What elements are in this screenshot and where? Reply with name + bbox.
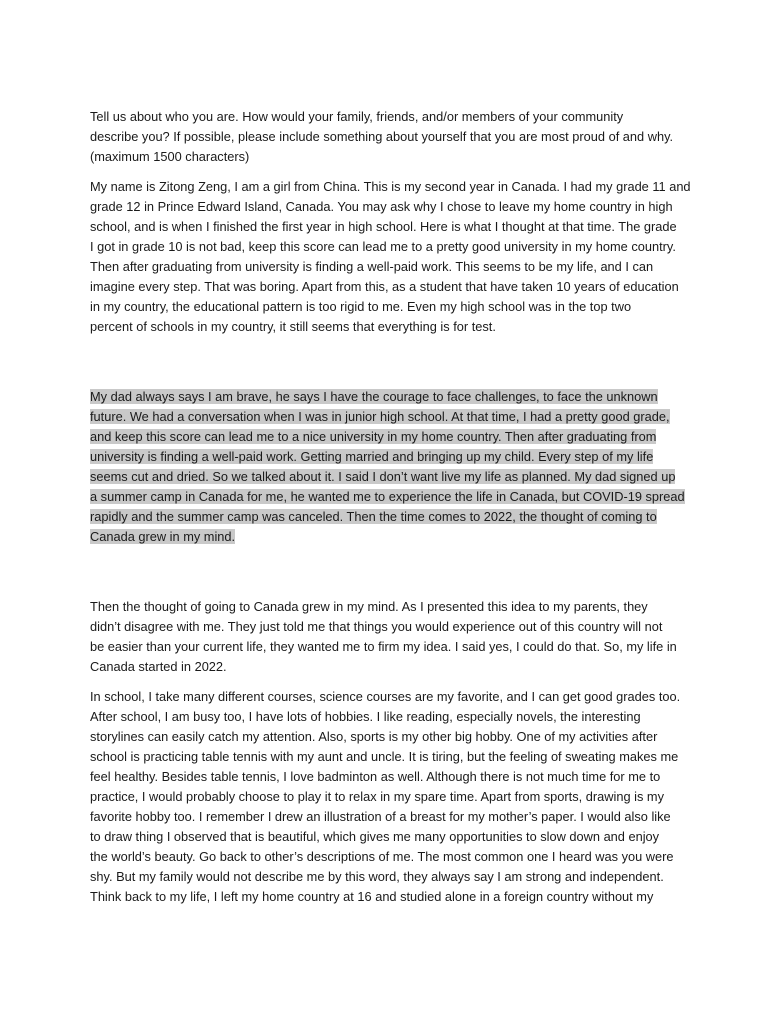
text-line: be easier than your current life, they wanted me to firm my idea. I said yes, I could do that. So, my life in — [90, 639, 677, 654]
highlighted-text-line: seems cut and dried. So we talked about it. I said I don’t want live my life as planned. My dad signed up — [90, 469, 676, 484]
paragraph-highlighted — [90, 387, 685, 547]
text-line: I got in grade 10 is not bad, keep this score can lead me to a pretty good university in my home country. — [90, 239, 676, 254]
text-line: Think back to my life, I left my home country at 16 and studied alone in a foreign country without my — [90, 889, 654, 904]
highlighted-text-line: university is finding a well-paid work. Getting married and bringing up my child. Every step of my life — [90, 449, 654, 464]
highlighted-text-line: rapidly and the summer camp was canceled. Then the time comes to 2022, the thought of coming to — [90, 509, 657, 524]
text-line: (maximum 1500 characters) — [90, 149, 250, 164]
highlighted-text-line: and keep this score can lead me to a nice university in my home country. Then after graduating from — [90, 429, 657, 444]
paragraph-hobbies — [90, 687, 681, 907]
text-line: In school, I take many different courses, science courses are my favorite, and I can get good grades too. — [90, 689, 681, 704]
text-line: in my country, the educational pattern is too rigid to me. Even my high school was in the top two — [90, 299, 632, 314]
text-line: practice, I would probably choose to play it to relax in my spare time. Apart from sports, drawing is my — [90, 789, 664, 804]
document-body — [90, 107, 691, 907]
text-line: Then the thought of going to Canada grew in my mind. As I presented this idea to my parents, they — [90, 599, 648, 614]
highlighted-text-line: Canada grew in my mind. — [90, 529, 236, 544]
text-line: didn’t disagree with me. They just told me that things you would experience out of this country will not — [90, 619, 663, 634]
text-line: percent of schools in my country, it still seems that everything is for test. — [90, 319, 496, 334]
text-line: Canada started in 2022. — [90, 659, 227, 674]
text-line: imagine every step. That was boring. Apart from this, as a student that have taken 10 years of education — [90, 279, 679, 294]
highlighted-text-line: My dad always says I am brave, he says I have the courage to face challenges, to face the unknown — [90, 389, 658, 404]
text-line: grade 12 in Prince Edward Island, Canada. You may ask why I chose to leave my home country in high — [90, 199, 673, 214]
paragraph-intro — [90, 177, 691, 337]
text-line: After school, I am busy too, I have lots of hobbies. I like reading, especially novels, the interesting — [90, 709, 641, 724]
text-line: school is practicing table tennis with my aunt and uncle. It is tiring, but the feeling of sweating makes me — [90, 749, 679, 764]
text-line: shy. But my family would not describe me by this word, they always say I am strong and independent. — [90, 869, 664, 884]
text-line: school, and is when I finished the first year in high school. Here is what I thought at that time. The grade — [90, 219, 677, 234]
paragraph-decision — [90, 597, 678, 677]
text-line: to draw thing I observed that is beautiful, which gives me many opportunities to slow down and enjoy — [90, 829, 660, 844]
highlighted-text-line: a summer camp in Canada for me, he wanted me to experience the life in Canada, but COVID-19 spread — [90, 489, 685, 504]
text-line: describe you? If possible, please include something about yourself that you are most proud of and why. — [90, 129, 674, 144]
text-line: Then after graduating from university is finding a well-paid work. This seems to be my life, and I can — [90, 259, 654, 274]
text-line: My name is Zitong Zeng, I am a girl from China. This is my second year in Canada. I had my grade 11 and — [90, 179, 691, 194]
prompt-paragraph — [90, 107, 678, 167]
text-line: favorite hobby too. I remember I drew an illustration of a breast for my mother’s paper. I would also like — [90, 809, 671, 824]
text-line: feel healthy. Besides table tennis, I love badminton as well. Although there is not much time for me to — [90, 769, 661, 784]
text-line: the world’s beauty. Go back to other’s descriptions of me. The most common one I heard was you were — [90, 849, 674, 864]
highlighted-text-line: future. We had a conversation when I was in junior high school. At that time, I had a pretty good grade, — [90, 409, 670, 424]
text-line: storylines can easily catch my attention. Also, sports is my other big hobby. One of my activities after — [90, 729, 658, 744]
text-line: Tell us about who you are. How would your family, friends, and/or members of your community — [90, 109, 624, 124]
